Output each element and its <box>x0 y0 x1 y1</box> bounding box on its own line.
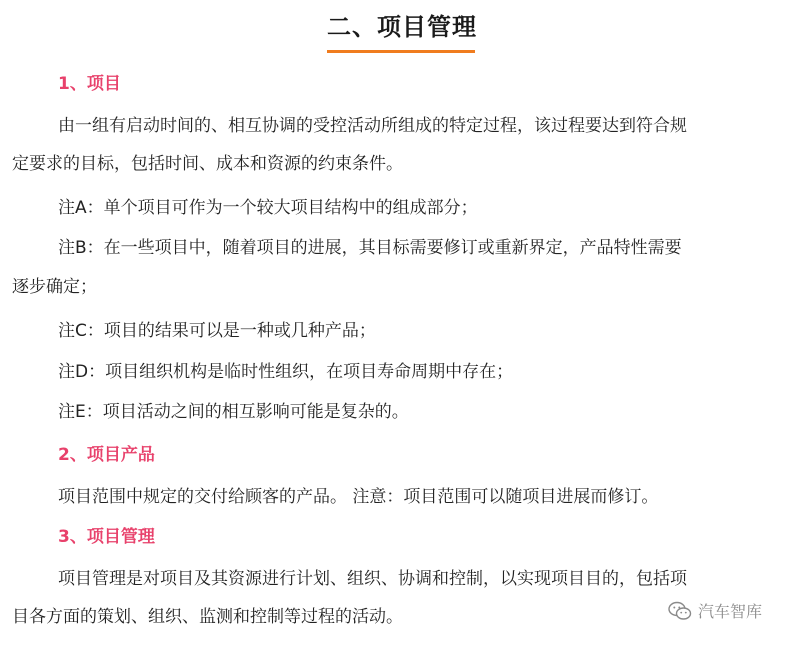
note-a: 注A：单个项目可作为一个较大项目结构中的组成部分； <box>58 198 478 218</box>
paragraph-line: 目各方面的策划、组织、监测和控制等过程的活动。 <box>12 607 403 627</box>
note-c: 注C：项目的结果可以是一种或几种产品； <box>58 321 376 341</box>
note-b: 注B：在一些项目中，随着项目的进展，其目标需要修订或重新界定，产品特性需要 <box>58 238 682 258</box>
note-e: 注E：项目活动之间的相互影响可能是复杂的。 <box>58 402 409 422</box>
section-heading-project-management: 3、项目管理 <box>58 527 155 547</box>
title-wrap <box>0 10 804 44</box>
paragraph-line: 由一组有启动时间的、相互协调的受控活动所组成的特定过程，该过程要达到符合规 <box>58 116 687 136</box>
paragraph-line: 定要求的目标，包括时间、成本和资源的约束条件。 <box>12 154 403 174</box>
paragraph-line: 项目范围中规定的交付给顾客的产品。 注意：项目范围可以随项目进展而修订。 <box>58 487 659 507</box>
note-b-continued: 逐步确定； <box>12 277 97 297</box>
page-title: 二、项目管理 <box>327 13 477 41</box>
section-heading-project: 1、项目 <box>58 74 121 94</box>
section-heading-project-product: 2、项目产品 <box>58 445 155 465</box>
watermark-text: 汽车智库 <box>698 602 763 621</box>
note-d: 注D：项目组织机构是临时性组织，在项目寿命周期中存在； <box>58 362 514 382</box>
title-underline <box>327 50 475 53</box>
watermark <box>668 599 762 622</box>
wechat-icon <box>668 601 692 621</box>
paragraph-line: 项目管理是对项目及其资源进行计划、组织、协调和控制，以实现项目目的，包括项 <box>58 569 687 589</box>
